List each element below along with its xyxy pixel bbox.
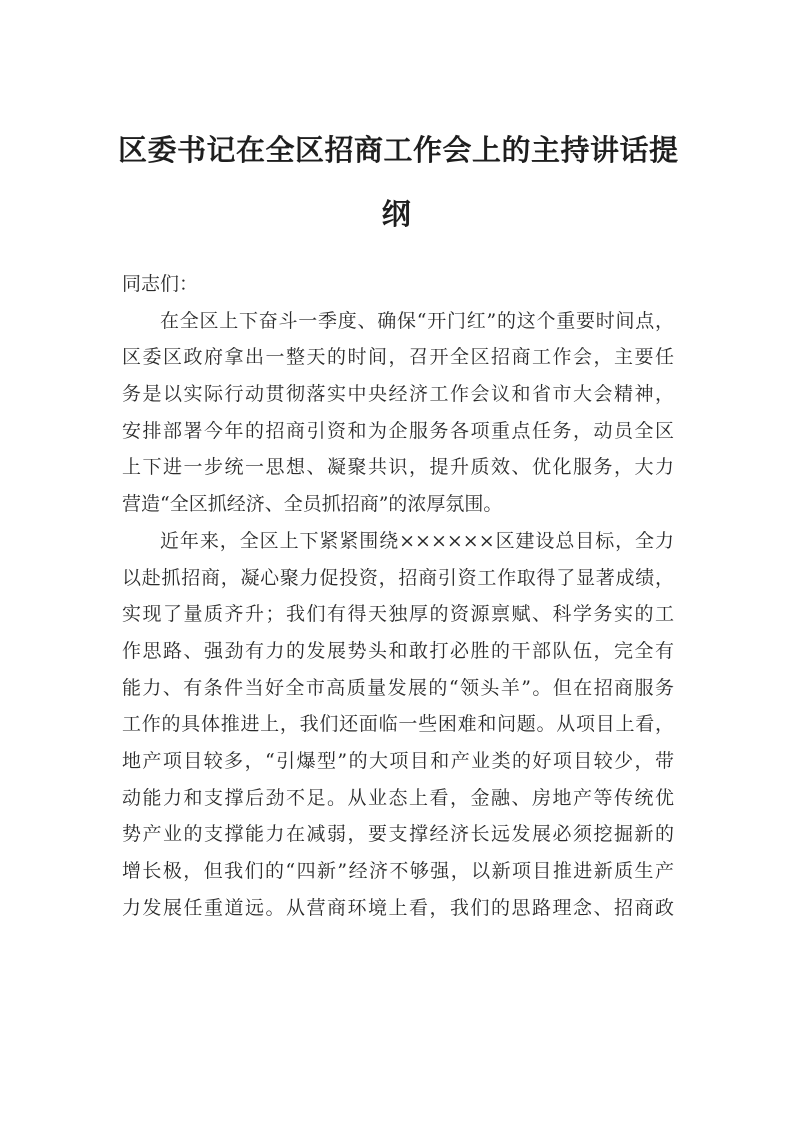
paragraph-2-line: 工作的具体推进上，我们还面临一些困难和问题。从项目上看， [122, 713, 674, 736]
paragraph-1-line: 务是以实际行动贯彻落实中央经济工作会议和省市大会精神， [122, 383, 674, 406]
paragraph-2-line: 地产项目较多，“引爆型”的大项目和产业类的好项目较少，带 [122, 749, 674, 772]
paragraph-2-line: 作思路、强劲有力的发展势头和敢打必胜的干部队伍，完全有 [122, 639, 674, 662]
paragraph-1-line: 区委区政府拿出一整天的时间，召开全区招商工作会，主要任 [122, 346, 674, 369]
document-title [118, 118, 679, 246]
paragraph-2-line: 势产业的支撑能力在减弱，要支撑经济长远发展必须挖掘新的 [122, 823, 674, 846]
title-line: 区委书记在全区招商工作会上的主持讲话提 [118, 133, 679, 167]
paragraph-2-line: 以赴抓招商，凝心聚力促投资，招商引资工作取得了显著成绩， [122, 566, 674, 589]
paragraph-1-line: 安排部署今年的招商引资和为企服务各项重点任务，动员全区 [122, 419, 674, 442]
paragraph-2-line: 动能力和支撑后劲不足。从业态上看，金融、房地产等传统优 [122, 786, 674, 809]
paragraph-2-line: 能力、有条件当好全市高质量发展的“领头羊”。但在招商服务 [122, 676, 674, 699]
document-body [122, 266, 674, 926]
paragraph-2-line: 力发展任重道远。从营商环境上看，我们的思路理念、招商政 [122, 896, 674, 919]
paragraph-1-line: 在全区上下奋斗一季度、确保“开门红”的这个重要时间点， [160, 309, 674, 332]
paragraph-1-line: 营造“全区抓经济、全员抓招商”的浓厚氛围。 [122, 493, 503, 516]
title-line: 纲 [381, 197, 412, 231]
paragraph-1-line: 上下进一步统一思想、凝聚共识，提升质效、优化服务，大力 [122, 456, 674, 479]
paragraph-2-line: 增长极，但我们的“四新”经济不够强，以新项目推进新质生产 [122, 860, 674, 882]
paragraph-2-line: 实现了量质齐升；我们有得天独厚的资源禀赋、科学务实的工 [122, 603, 674, 626]
paragraph-2-line: 近年来，全区上下紧紧围绕××××××区建设总目标，全力 [160, 529, 674, 552]
salutation: 同志们： [122, 273, 199, 295]
